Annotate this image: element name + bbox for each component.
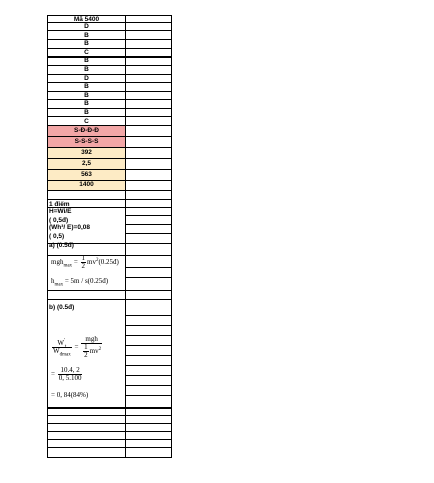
row-line-right [125,267,172,268]
eq-a1-lhs: mgh [51,258,64,267]
eq-b1-num-sub: t [64,344,67,349]
eq-b2-den: 0, 5.100 [58,374,82,382]
row-line [47,439,172,440]
row-line [47,431,172,432]
half-num: 1 [81,254,86,262]
eq-b3-text: = 0, 84(84%) [51,391,89,399]
half-fraction-b [83,344,89,359]
short-answer-2: 2,5 [81,160,92,167]
row-line-right [125,375,172,376]
answer-cell-4: C [84,48,89,56]
answer-cell-11: B [84,109,89,116]
row-line-right [125,215,172,216]
row-line [47,290,172,291]
eq-b2-fraction [58,367,83,382]
q1-points-2: ( 0,5) [49,233,65,240]
answer-cell-9: B [84,91,89,99]
row-line-right [125,345,172,346]
eq-a2-score: (0.25đ) [87,277,109,285]
eq-b2-num: 10.4, 2 [58,367,83,375]
row-line [47,158,172,159]
eq-b1-rhs-tail: mv [89,347,99,356]
eq-b1-rhs-fraction [81,336,102,359]
row-line-right [125,395,172,396]
eq-b1-num-sup: ' [64,338,65,344]
equation-b2: = $\frac{10.4, 2}{0, 5.100}$ [51,366,82,382]
equation-b3 [51,392,88,399]
eq-b1-rhs-sup: 2 [98,346,102,352]
row-line-right [125,365,172,366]
exam-code-header: Mã 5400 [73,16,100,23]
answer-cell-10: B [84,100,89,108]
eq-a1-rhs: mv [87,258,96,267]
q1-result: (Wh³/ E)=0,08 [49,224,90,231]
row-line [47,136,172,137]
true-false-answer-1: S-Đ-Đ-Đ [74,127,99,134]
section-separator [47,407,172,409]
part-b-label: b) (0.5đ) [49,304,75,311]
eq-b1-lhs-fraction [52,340,72,356]
answer-cell-1: D [84,23,89,30]
eq-a1-score: (0.25đ) [98,258,119,267]
eq-b1-den: W [53,347,60,355]
answer-cell-12: C [84,117,89,125]
row-line [47,190,172,191]
eq-a2-lhs: h [51,277,55,285]
row-line [47,299,172,300]
row-line-right [125,233,172,234]
row-line-right [125,355,172,356]
q1-points-1: ( 0,5đ) [49,217,69,224]
q1-score: 1 điểm [49,201,70,208]
equation-a2 [51,277,109,288]
answer-cell-7: D [84,74,89,82]
row-line [47,169,172,170]
eq-b1-num: W [57,338,65,347]
answer-key-table [47,15,172,458]
eq-b1-den-sub: đmax [59,352,71,358]
answer-cell-2: B [84,31,89,39]
row-line-right [125,335,172,336]
row-line-right [125,277,172,278]
eq-a2-lhs-sub: max [54,282,64,288]
row-line [47,447,172,448]
row-line-right [125,224,172,225]
half-den-b: 2 [84,351,88,359]
part-a-label: a) (0.5đ) [49,242,74,249]
row-line [47,415,172,416]
half-den: 2 [81,262,86,270]
true-false-answer-2: S-S-S-S [74,138,99,145]
row-line-right [125,325,172,326]
half-fraction [81,255,87,270]
answer-cell-8: B [84,83,89,91]
eq-a2-rhs: = 5m / s [64,277,88,285]
equation-a1: mgh$_{max}$ = $\frac{1}{2}$ $mv^2(0.25đ)$ [51,254,119,270]
row-line [47,199,172,200]
equation-b1: $\frac{W'_t}{W_{đmax}}$ = mgh $\frac{1}{2}$ $mv^2$ [53,335,102,359]
row-line-right [125,315,172,316]
answer-cell-6: B [84,66,89,73]
answer-cell-5: B [84,57,89,65]
row-line [47,457,172,458]
answer-cell-3: B [84,40,89,48]
row-line [47,147,172,148]
eq-a1-lhs-sub: max [63,263,73,269]
eq-a1-sup: 2 [95,257,99,263]
short-answer-3: 563 [81,171,92,178]
eq-b1-rhs-num: mgh [81,336,102,344]
row-line-right [125,385,172,386]
short-answer-1: 392 [81,149,92,156]
half-num-b: 1 [84,343,88,351]
row-line [47,423,172,424]
q1-formula: H=Wi/E [49,208,72,215]
short-answer-4: 1400 [79,181,94,188]
